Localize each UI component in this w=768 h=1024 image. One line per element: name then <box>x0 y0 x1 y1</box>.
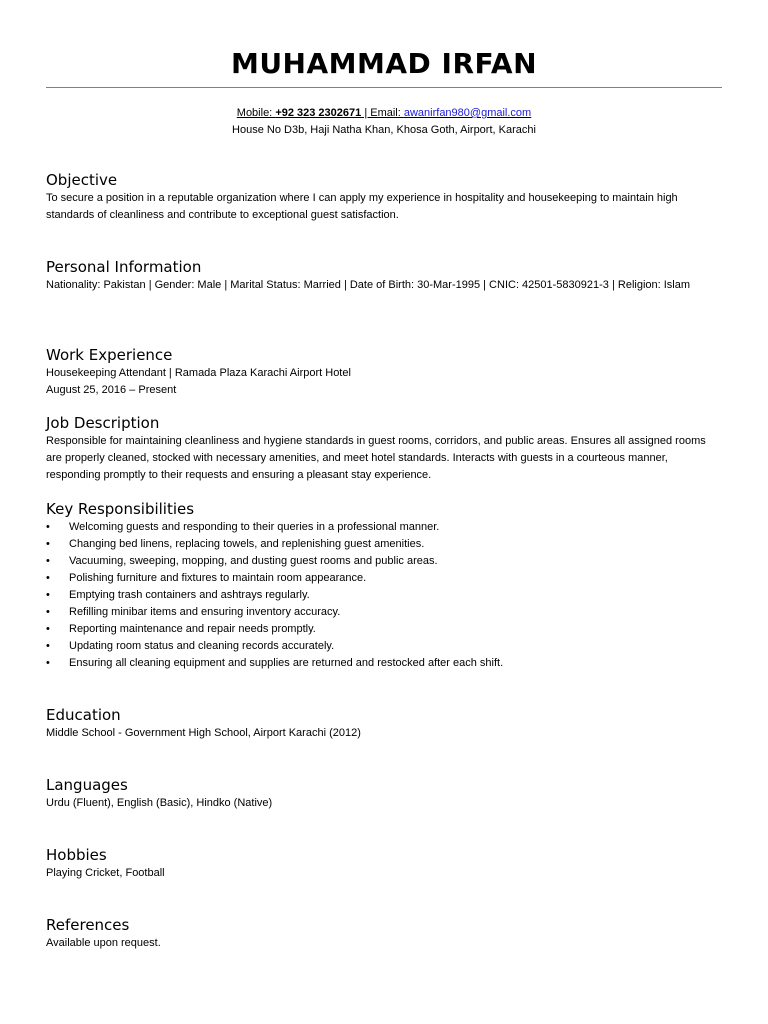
email-link[interactable]: awanirfan980@gmail.com <box>403 107 532 119</box>
personal-info-section <box>46 257 722 294</box>
list-item: • Vacuuming, sweeping, mopping, and dusting guest rooms and public areas. <box>46 553 722 570</box>
contact-block <box>46 105 722 139</box>
work-dates: August 25, 2016 – Present <box>46 384 177 396</box>
list-item: • Welcoming guests and responding to their queries in a professional manner. <box>46 519 722 536</box>
references-text: Available upon request. <box>46 937 161 949</box>
bullet-icon: • <box>46 521 50 533</box>
personal-info-heading: Personal Information <box>46 258 202 276</box>
list-item: • Refilling minibar items and ensuring inventory accuracy. <box>46 604 722 621</box>
languages-section <box>46 775 722 812</box>
job-description-section <box>46 413 722 484</box>
job-description-heading: Job Description <box>46 414 160 432</box>
email-label: | Email: <box>361 107 404 119</box>
work-role: Housekeeping Attendant | Ramada Plaza Karachi Airport Hotel <box>46 367 351 379</box>
job-description-text: Responsible for maintaining cleanliness and hygiene standards in guest rooms, corridors, and public areas. Ensures all assigned rooms are properly cleaned, stocked with necessary amenities, and meet hotel standards. Interacts with guests in a courteous manner, responding promptly to their requests and ensuring a pleasant stay experience. <box>46 435 706 481</box>
personal-info-text: Nationality: Pakistan | Gender: Male | Marital Status: Married | Date of Birth: 30-Mar-1995 | CNIC: 42501-5830921-3 | Religion: Islam <box>46 279 691 291</box>
education-section <box>46 705 722 742</box>
bullet-icon: • <box>46 555 50 567</box>
objective-text: To secure a position in a reputable organization where I can apply my experience in hospitality and housekeeping to maintain high standards of cleanliness and contribute to exceptional guest satisfaction. <box>46 192 678 221</box>
references-section <box>46 915 722 952</box>
bullet-icon: • <box>46 538 50 550</box>
list-item: • Polishing furniture and fixtures to maintain room appearance. <box>46 570 722 587</box>
languages-text: Urdu (Fluent), English (Basic), Hindko (Native) <box>46 797 273 809</box>
bullet-icon: • <box>46 657 50 669</box>
education-heading: Education <box>46 706 121 724</box>
work-experience-section <box>46 345 722 399</box>
languages-heading: Languages <box>46 776 128 794</box>
key-responsibilities-section <box>46 499 722 672</box>
key-responsibilities-heading: Key Responsibilities <box>46 500 195 518</box>
list-item: • Updating room status and cleaning records accurately. <box>46 638 722 655</box>
bullet-icon: • <box>46 572 50 584</box>
hobbies-heading: Hobbies <box>46 846 107 864</box>
header-divider <box>46 87 722 88</box>
contact-line <box>46 105 722 122</box>
references-heading: References <box>46 916 130 934</box>
list-item: • Ensuring all cleaning equipment and supplies are returned and restocked after each shift. <box>46 655 722 672</box>
resume-page <box>46 0 722 949</box>
responsibilities-list <box>46 519 722 672</box>
bullet-icon: • <box>46 589 50 601</box>
education-text: Middle School - Government High School, Airport Karachi (2012) <box>46 727 361 739</box>
candidate-name: MUHAMMAD IRFAN <box>230 47 538 80</box>
bullet-icon: • <box>46 640 50 652</box>
objective-heading: Objective <box>46 171 118 189</box>
list-item: • Reporting maintenance and repair needs promptly. <box>46 621 722 638</box>
hobbies-section <box>46 845 722 882</box>
mobile-label: Mobile: <box>236 107 276 119</box>
list-item: • Emptying trash containers and ashtrays regularly. <box>46 587 722 604</box>
mobile-number: +92 323 2302671 <box>275 107 362 119</box>
address: House No D3b, Haji Natha Khan, Khosa Goth, Airport, Karachi <box>232 124 536 136</box>
bullet-icon: • <box>46 623 50 635</box>
objective-section <box>46 170 722 224</box>
work-experience-heading: Work Experience <box>46 346 173 364</box>
bullet-icon: • <box>46 606 50 618</box>
list-item: • Changing bed linens, replacing towels, and replenishing guest amenities. <box>46 536 722 553</box>
hobbies-text: Playing Cricket, Football <box>46 867 165 879</box>
